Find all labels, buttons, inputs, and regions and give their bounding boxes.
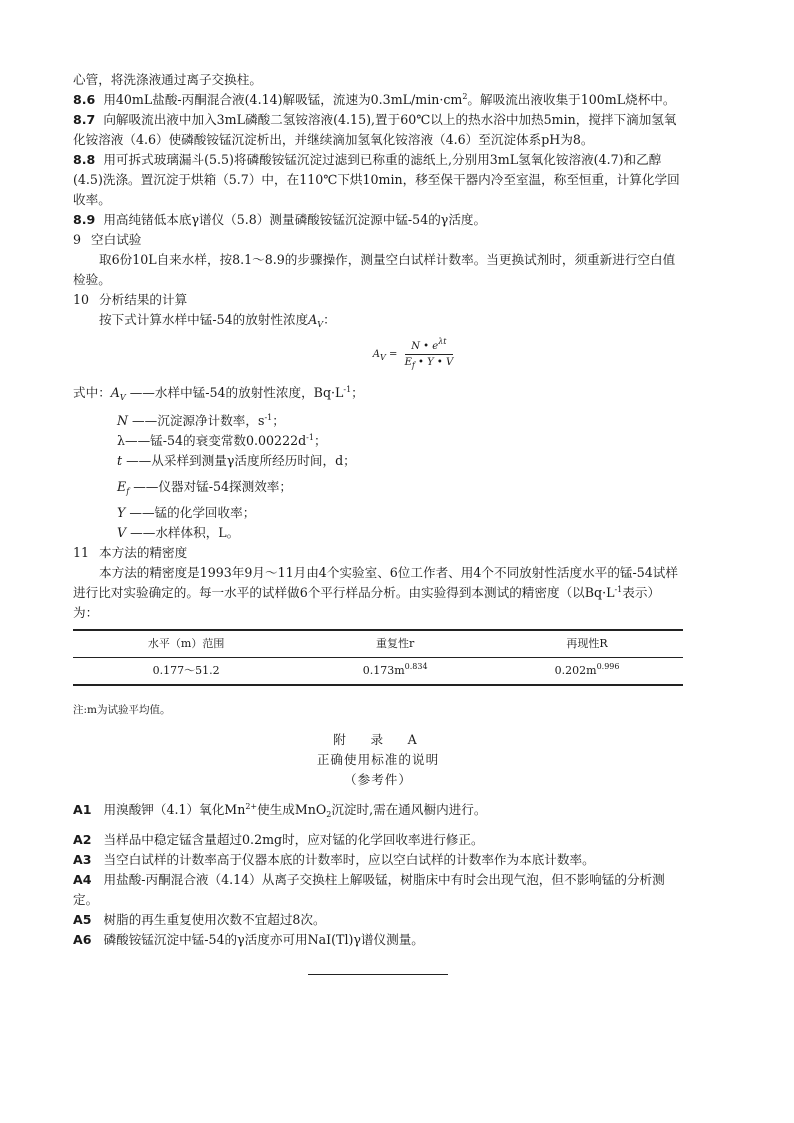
document-page <box>73 70 683 975</box>
variable-item: N ——沉淀源净计数率，$s^{-1}$； <box>117 413 285 428</box>
variable-item: $E_f$ ——仪器对锰-54探测效率； <box>117 479 292 496</box>
precision-table <box>73 629 683 686</box>
section-8-9 <box>73 210 683 230</box>
variable-item: t ——从采样到测量γ活度所经历时间，d； <box>117 453 356 468</box>
end-rule <box>308 974 448 975</box>
section-10-intro: 按下式计算水样中锰-54的放射性浓度$A_V$： <box>99 312 336 329</box>
appendix-title: 正确使用标准的说明 <box>316 752 440 767</box>
section-number: 8.8 <box>73 152 96 167</box>
section-number: 8.7 <box>73 112 96 127</box>
variable-item: λ——锰-54的衰变常数$0.00222d^{-1}$； <box>117 433 327 448</box>
continued-line: 心管，将洗涤液通过离子交换柱。 <box>73 72 262 87</box>
section-number: 9 <box>73 232 82 247</box>
appendix-label: 附 录 A <box>333 732 423 747</box>
variable-item: V ——水样体积，L。 <box>117 525 240 540</box>
section-8-6 <box>73 90 683 110</box>
table-header: 重复性r <box>299 630 491 658</box>
section-number: 8.9 <box>73 212 96 227</box>
section-text: 用可拆式玻璃漏斗(5.5)将磷酸铵锰沉淀过滤到已称重的滤纸上,分别用3mL氢氧化铵溶液(4.7)和乙醇(4.5)洗涤。置沉淀于烘箱（5.7）中，在110℃下烘10min，移至保干器内冷至室温，称至恒重，计算化学回收率。 <box>73 152 680 207</box>
table-row <box>73 658 683 686</box>
variable-item: Y ——锰的化学回收率； <box>117 505 256 520</box>
section-title: 本方法的精密度 <box>99 545 188 560</box>
appendix-item-a4: A4 用盐酸-丙酮混合液（4.14）从离子交换柱上解吸锰，树脂床中有时会出现气泡，但不影响锰的分析测定。 <box>73 872 665 907</box>
table-header: 再现性R <box>491 630 683 658</box>
section-text: 向解吸流出液中加入3mL磷酸二氢铵溶液(4.15),置于60℃以上的热水浴中加热5min，搅拌下滴加氢氧化铵溶液（4.6）使磷酸铵锰沉淀析出，并继续滴加氢氧化铵溶液（4.6）至沉淀体系pH为8。 <box>73 112 677 147</box>
section-number: 11 <box>73 545 90 560</box>
appendix-item-a6: A6 磷酸铵锰沉淀中锰-54的γ活度亦可用NaI(Tl)γ谱仪测量。 <box>73 932 424 947</box>
section-text: 用高纯锗低本底γ谱仪（5.8）测量磷酸铵锰沉淀源中锰-54的γ活度。 <box>103 212 487 227</box>
section-title: 空白试验 <box>91 232 142 247</box>
section-number: 8.6 <box>73 92 96 107</box>
appendix-item-a2: A2 当样品中稳定锰含量超过0.2mg时，应对锰的化学回收率进行修正。 <box>73 832 484 847</box>
table-header: 水平（m）范围 <box>73 630 299 658</box>
section-11-text: 本方法的精密度是1993年9月～11月由4个实验室、6位工作者、用4个不同放射性活度水平的锰-54试样进行比对实验确定的。每一水平的试样做6个平行样品分析。由实验得到本测试的精密度（以$Bq\cdot L^{-1}$表示）为： <box>73 565 678 620</box>
appendix-item-a1: A1 用溴酸钾（4.1）氧化$Mn^{2+}$使生成MnO$_2$沉淀时,需在通风橱内进行。 <box>73 802 487 819</box>
section-10-heading <box>73 290 683 310</box>
section-title: 分析结果的计算 <box>99 292 188 307</box>
section-9-heading <box>73 230 683 250</box>
section-11-heading <box>73 543 683 563</box>
section-number: 10 <box>73 292 90 307</box>
table-cell: $0.173m^{0.834}$ <box>299 658 491 686</box>
appendix-subtitle: （参考件） <box>344 772 412 787</box>
section-9-text: 取6份10L自来水样，按8.1～8.9的步骤操作，测量空白试样计数率。当更换试剂时，须重新进行空白值检验。 <box>73 252 676 287</box>
variable-definitions <box>73 383 683 543</box>
table-cell: $0.202m^{0.996}$ <box>491 658 683 686</box>
section-text: 。解吸流出液收集于100mL烧杯中。 <box>467 92 676 107</box>
table-cell: 0.177～51.2 <box>73 658 299 686</box>
appendix-item-a5: A5 树脂的再生重复使用次数不宜超过8次。 <box>73 912 326 927</box>
concentration-formula: $A_V$ = $\frac{N • e^{\lambda t}}{E_f • Y • V}$ <box>372 337 454 370</box>
section-8-8 <box>73 150 683 210</box>
section-8-7 <box>73 110 683 150</box>
variable-item: 式中：$A_V$ ——水样中锰-54的放射性浓度，$Bq\cdot L^{-1}$； <box>73 385 364 402</box>
table-note: 注:m为试验平均值。 <box>73 704 171 716</box>
appendix-item-a3: A3 当空白试样的计数率高于仪器本底的计数率时，应以空白试样的计数率作为本底计数率。 <box>73 852 595 867</box>
superscript: 2 <box>462 92 468 101</box>
section-text: 用40mL盐酸-丙酮混合液(4.14)解吸锰，流速为0.3mL/min·cm <box>103 92 463 107</box>
